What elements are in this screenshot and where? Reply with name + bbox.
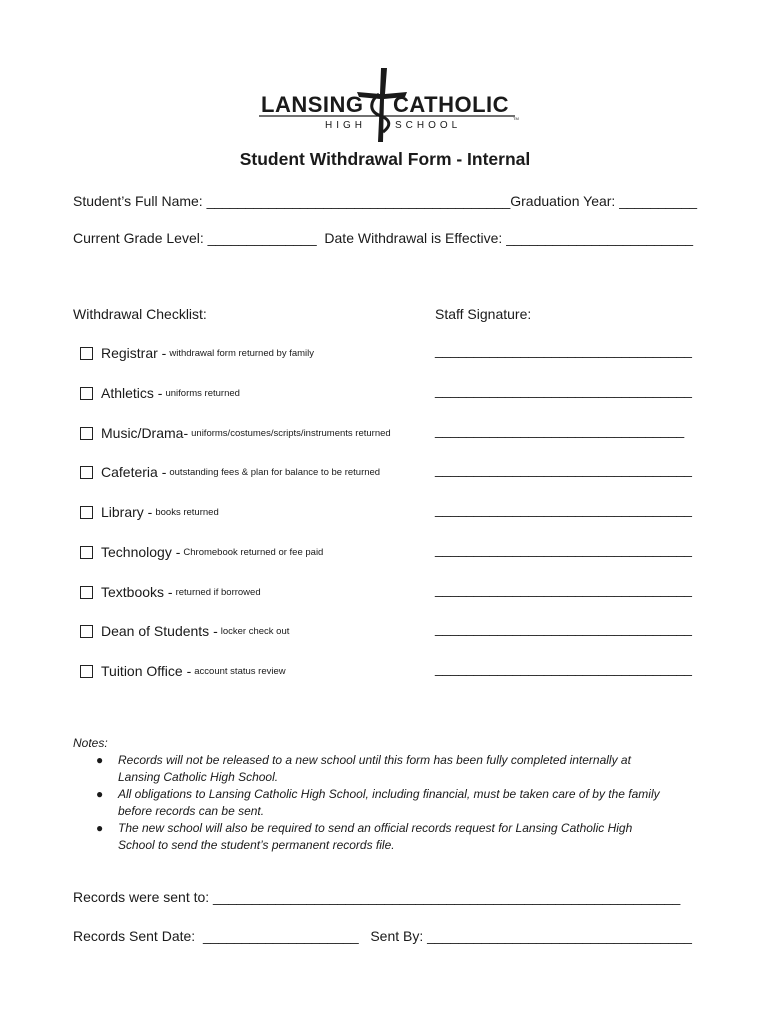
signature-header: Staff Signature: [435,306,532,322]
checklist-item-desc: account status review [194,665,286,677]
checklist-item-label: Music/Drama- [101,425,189,441]
signature-line[interactable]: _________________________________ [435,660,692,676]
checklist-item-tuition-office[interactable] [80,661,286,681]
signature-line[interactable]: _________________________________ [435,581,692,597]
logo-sub-left: HIGH [324,120,366,131]
bullet-icon: ● [96,821,104,835]
cross-logo-icon [257,64,527,144]
checkbox-icon[interactable] [80,387,93,400]
note-line: Lansing Catholic High School. [118,770,279,784]
logo-name-left: LANSING [260,92,364,117]
checklist-item-label: Tuition Office - [101,663,192,679]
checklist-item-desc: outstanding fees & plan for balance to be returned [169,466,381,478]
checklist-item-desc: locker check out [220,625,290,637]
checkbox-icon[interactable] [80,347,93,360]
form-title: Student Withdrawal Form - Internal [239,149,531,169]
signature-line[interactable]: _________________________________ [435,501,692,517]
notes-title: Notes: [73,736,108,750]
note-line: All obligations to Lansing Catholic High School, including financial, must be taken care of by the family [118,787,660,801]
checkbox-icon[interactable] [80,427,93,440]
checklist-item-label: Dean of Students - [101,623,218,639]
checklist-item-music-drama[interactable] [80,423,391,443]
checklist-item-desc: returned if borrowed [175,586,261,598]
checklist-item-desc: uniforms/costumes/scripts/instruments returned [191,427,391,439]
checklist-item-desc: withdrawal form returned by family [169,347,315,359]
checklist-header: Withdrawal Checklist: [73,306,207,322]
note-line: Records will not be released to a new school until this form has been fully completed internally at [118,753,631,767]
checklist-item-label: Athletics - [101,385,163,401]
checklist-item-desc: Chromebook returned or fee paid [183,546,324,558]
checklist-item-label: Technology - [101,544,181,560]
checklist-item-desc: uniforms returned [165,387,240,399]
logo-tm: TM [512,116,519,121]
checklist-item-textbooks[interactable] [80,582,261,602]
signature-line[interactable]: ________________________________ [435,422,685,438]
signature-line[interactable]: _________________________________ [435,461,692,477]
checkbox-icon[interactable] [80,665,93,678]
note-item [96,786,706,820]
checklist-item-cafeteria[interactable] [80,462,380,482]
note-item [96,820,706,854]
checklist-item-technology[interactable] [80,542,323,562]
notes-list [96,752,706,854]
checkbox-icon[interactable] [80,546,93,559]
note-item [96,752,706,786]
logo-sub-right: SCHOOL [394,120,462,131]
logo-name-right: CATHOLIC [392,92,509,117]
student-name-field[interactable]: Student’s Full Name: _______________________________________Graduation Year: __________ [73,193,698,209]
bullet-icon: ● [96,753,104,767]
checklist-item-library[interactable] [80,502,219,522]
checkbox-icon[interactable] [80,506,93,519]
checkbox-icon[interactable] [80,466,93,479]
checklist-item-dean-of-students[interactable] [80,621,289,641]
checklist-item-label: Registrar - [101,345,167,361]
school-logo [248,46,519,131]
records-sent-to-field[interactable]: Records were sent to: ____________________________________________________________ [73,889,681,905]
checkbox-icon[interactable] [80,586,93,599]
checklist-item-desc: books returned [155,506,219,518]
checkbox-icon[interactable] [80,625,93,638]
checklist-item-registrar[interactable] [80,343,314,363]
checklist-item-label: Library - [101,504,153,520]
note-line: The new school will also be required to send an official records request for Lansing Catholic High [118,821,633,835]
signature-line[interactable]: _________________________________ [435,620,692,636]
records-sent-date-field[interactable]: Records Sent Date: ____________________ Sent By: __________________________________ [73,928,692,944]
checklist-item-athletics[interactable] [80,383,240,403]
grade-level-field[interactable]: Current Grade Level: ______________ Date Withdrawal is Effective: ________________________ [73,230,694,246]
signature-line[interactable]: _________________________________ [435,342,692,358]
checklist-item-label: Textbooks - [101,584,173,600]
checklist-item-label: Cafeteria - [101,464,167,480]
note-line: School to send the student’s permanent records file. [118,838,395,852]
bullet-icon: ● [96,787,104,801]
signature-line[interactable]: _________________________________ [435,382,692,398]
note-line: before records can be sent. [118,804,265,818]
signature-line[interactable]: _________________________________ [435,541,692,557]
